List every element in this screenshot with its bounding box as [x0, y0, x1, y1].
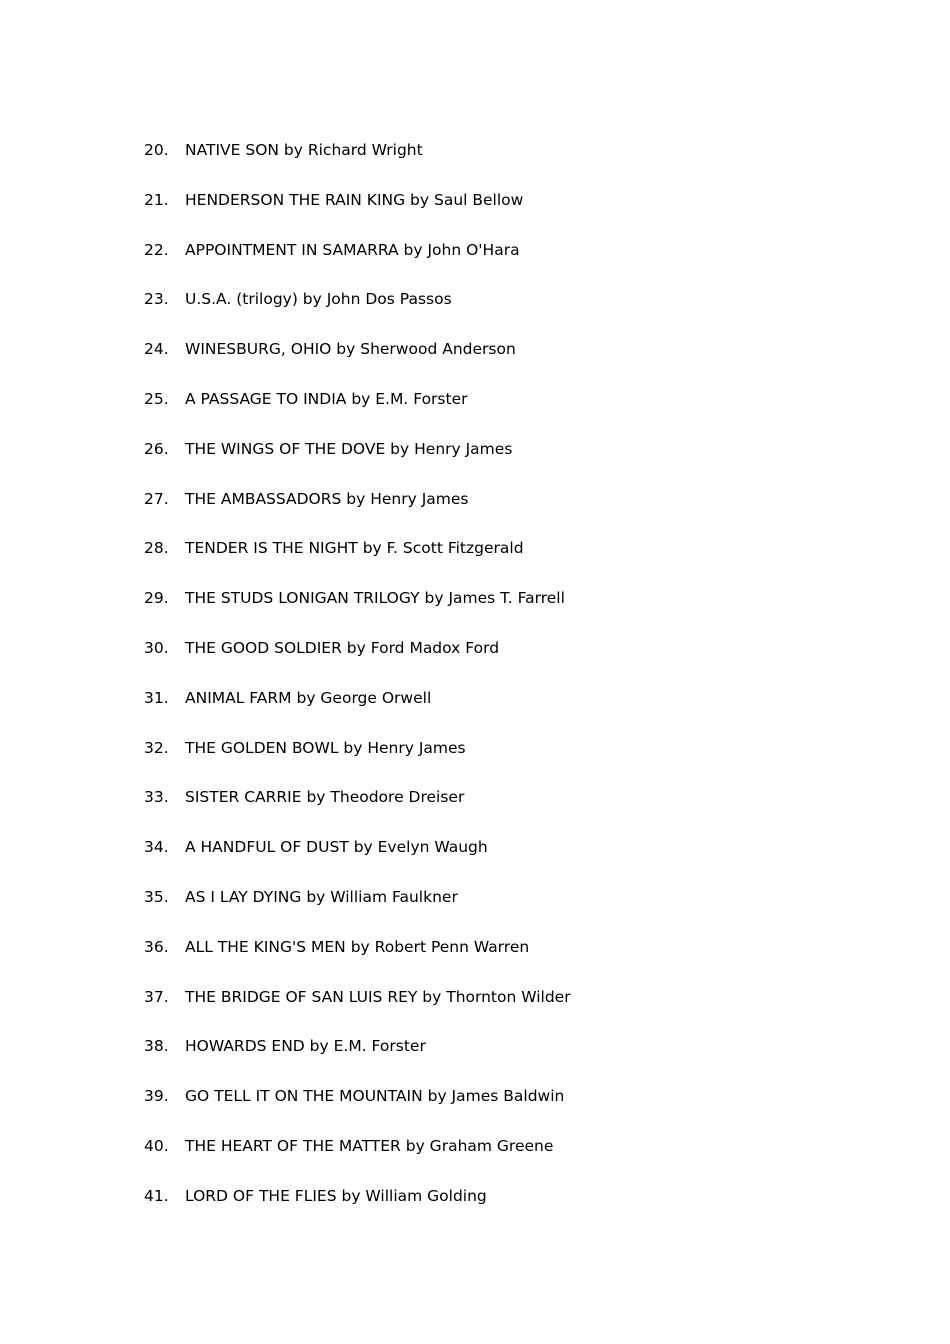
item-title-author: THE BRIDGE OF SAN LUIS REY by Thornton Wilder [185, 987, 571, 1006]
list-item [144, 986, 571, 1036]
item-number: 39. [144, 1087, 169, 1106]
item-title-author: THE AMBASSADORS by Henry James [185, 489, 469, 508]
item-title-author: SISTER CARRIE by Theodore Dreiser [185, 788, 465, 807]
item-number: 20. [144, 141, 169, 159]
list-item [144, 239, 571, 289]
item-number: 41. [144, 1186, 169, 1205]
item-title-author: THE STUDS LONIGAN TRILOGY by James T. Farrell [185, 589, 565, 608]
item-title-author: U.S.A. (trilogy) by John Dos Passos [185, 290, 452, 309]
list-item [144, 438, 571, 488]
list-item [144, 1135, 571, 1185]
list-item [144, 1185, 571, 1235]
list-item [144, 1085, 571, 1135]
item-number: 33. [144, 788, 169, 807]
item-number: 27. [144, 489, 169, 508]
item-title-author: HOWARDS END by E.M. Forster [185, 1037, 426, 1056]
list-item [144, 488, 571, 538]
list-item [144, 786, 571, 836]
list-item [144, 737, 571, 787]
item-number: 40. [144, 1136, 169, 1155]
item-title-author: THE WINGS OF THE DOVE by Henry James [185, 439, 513, 458]
item-number: 28. [144, 539, 169, 558]
list-item [144, 388, 571, 438]
list-item [144, 687, 571, 737]
item-title-author: THE GOOD SOLDIER by Ford Madox Ford [185, 638, 500, 657]
list-item [144, 537, 571, 587]
item-title-author: THE GOLDEN BOWL by Henry James [185, 738, 466, 757]
item-title-author: AS I LAY DYING by William Faulkner [185, 887, 458, 906]
item-title-author: ANIMAL FARM by George Orwell [185, 688, 432, 707]
item-number: 21. [144, 190, 169, 209]
book-list [144, 139, 571, 1235]
item-title-author: TENDER IS THE NIGHT by F. Scott Fitzgerald [185, 539, 524, 558]
item-title-author: HENDERSON THE RAIN KING by Saul Bellow [185, 190, 524, 209]
list-item [144, 587, 571, 637]
list-item [144, 836, 571, 886]
list-item [144, 288, 571, 338]
item-title-author: NATIVE SON by Richard Wright [185, 141, 423, 159]
item-title-author: A HANDFUL OF DUST by Evelyn Waugh [185, 838, 488, 857]
list-item [144, 338, 571, 388]
item-title-author: APPOINTMENT IN SAMARRA by John O'Hara [185, 240, 520, 259]
item-number: 31. [144, 688, 169, 707]
item-title-author: ALL THE KING'S MEN by Robert Penn Warren [185, 937, 530, 956]
item-number: 38. [144, 1037, 169, 1056]
list-item [144, 936, 571, 986]
item-number: 29. [144, 589, 169, 608]
item-number: 23. [144, 290, 169, 309]
list-item [144, 886, 571, 936]
item-title-author: WINESBURG, OHIO by Sherwood Anderson [185, 340, 516, 359]
item-number: 25. [144, 389, 169, 408]
item-number: 34. [144, 838, 169, 857]
item-number: 35. [144, 887, 169, 906]
list-item [144, 1035, 571, 1085]
item-number: 32. [144, 738, 169, 757]
list-item [144, 139, 571, 189]
item-title-author: GO TELL IT ON THE MOUNTAIN by James Baldwin [185, 1087, 565, 1106]
item-title-author: THE HEART OF THE MATTER by Graham Greene [185, 1136, 554, 1155]
item-number: 24. [144, 340, 169, 359]
list-item [144, 637, 571, 687]
item-number: 36. [144, 937, 169, 956]
list-item [144, 189, 571, 239]
item-number: 37. [144, 987, 169, 1006]
item-number: 22. [144, 240, 169, 259]
item-number: 30. [144, 638, 169, 657]
item-number: 26. [144, 439, 169, 458]
item-title-author: A PASSAGE TO INDIA by E.M. Forster [185, 389, 468, 408]
item-title-author: LORD OF THE FLIES by William Golding [185, 1186, 487, 1205]
